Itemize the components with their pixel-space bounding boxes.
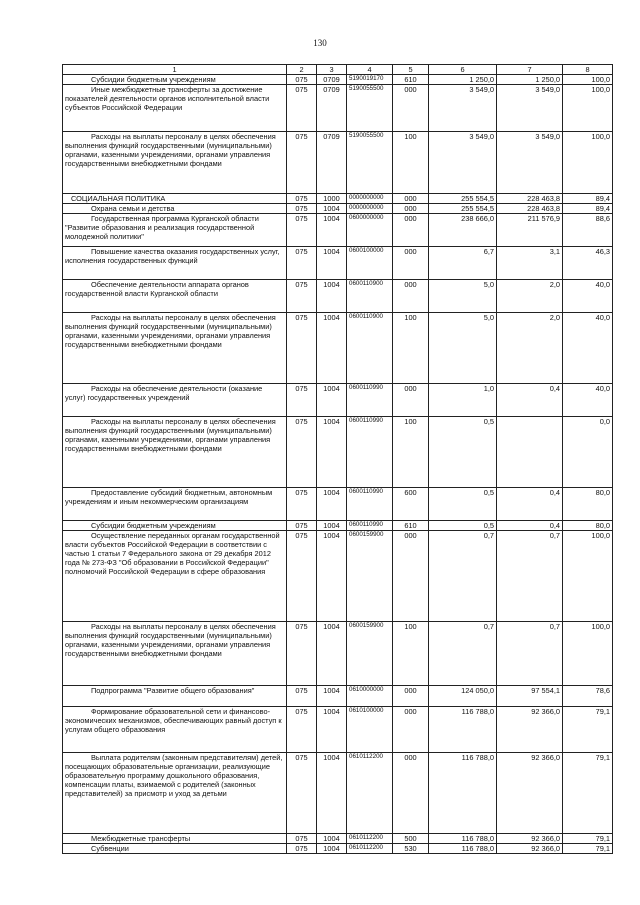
expense-type: 000 (393, 531, 429, 622)
planned-amount: 5,0 (429, 313, 497, 384)
planned-amount: 0,5 (429, 488, 497, 521)
target-code: 0600110990 (347, 417, 393, 488)
col-header-2: 2 (287, 65, 317, 75)
table-row (63, 384, 613, 417)
section-code: 1004 (317, 280, 347, 313)
planned-amount: 255 554,5 (429, 194, 497, 204)
section-code: 1004 (317, 417, 347, 488)
row-name: СОЦИАЛЬНАЯ ПОЛИТИКА (63, 194, 287, 204)
execution-percent: 89,4 (563, 204, 613, 214)
execution-percent: 78,6 (563, 686, 613, 707)
col-header-5: 5 (393, 65, 429, 75)
target-code: 0600110990 (347, 488, 393, 521)
actual-amount: 0,7 (497, 531, 563, 622)
section-code: 1004 (317, 521, 347, 531)
planned-amount: 0,5 (429, 521, 497, 531)
target-code: 0600159900 (347, 531, 393, 622)
admin-code: 075 (287, 132, 317, 194)
admin-code: 075 (287, 194, 317, 204)
admin-code: 075 (287, 622, 317, 686)
expense-type: 000 (393, 247, 429, 280)
section-code: 1004 (317, 313, 347, 384)
section-code: 0709 (317, 75, 347, 85)
planned-amount: 124 050,0 (429, 686, 497, 707)
row-name: Повышение качества оказания государственных услуг, исполнения государственных функций (63, 247, 287, 280)
expense-type: 100 (393, 132, 429, 194)
planned-amount: 116 788,0 (429, 753, 497, 834)
admin-code: 075 (287, 521, 317, 531)
target-code: 5190055500 (347, 85, 393, 132)
expense-type: 100 (393, 622, 429, 686)
admin-code: 075 (287, 85, 317, 132)
page-number: 130 (313, 38, 327, 48)
admin-code: 075 (287, 280, 317, 313)
section-code: 1004 (317, 686, 347, 707)
section-code: 1004 (317, 214, 347, 247)
admin-code: 075 (287, 753, 317, 834)
actual-amount: 211 576,9 (497, 214, 563, 247)
row-name: Субсидии бюджетным учреждениям (63, 521, 287, 531)
expense-type: 000 (393, 707, 429, 753)
actual-amount: 3 549,0 (497, 85, 563, 132)
table-row (63, 488, 613, 521)
actual-amount: 0,4 (497, 488, 563, 521)
admin-code: 075 (287, 214, 317, 247)
table-body (63, 75, 613, 854)
execution-percent: 40,0 (563, 313, 613, 384)
row-name: Субвенции (63, 844, 287, 854)
execution-percent: 0,0 (563, 417, 613, 488)
admin-code: 075 (287, 75, 317, 85)
row-name: Расходы на выплаты персоналу в целях обеспечения выполнения функций государственными (муниципальными) органами, казенными учреждениями, органами управления государственными внебюджетными фондами (63, 313, 287, 384)
expense-type: 000 (393, 753, 429, 834)
admin-code: 075 (287, 531, 317, 622)
target-code: 0000000000 (347, 204, 393, 214)
col-header-7: 7 (497, 65, 563, 75)
section-code: 1004 (317, 204, 347, 214)
admin-code: 075 (287, 247, 317, 280)
target-code: 0610112200 (347, 844, 393, 854)
planned-amount: 3 549,0 (429, 132, 497, 194)
planned-amount: 0,5 (429, 417, 497, 488)
execution-percent: 79,1 (563, 753, 613, 834)
expense-type: 000 (393, 686, 429, 707)
actual-amount: 0,7 (497, 622, 563, 686)
row-name: Обеспечение деятельности аппарата органов государственной власти Курганской области (63, 280, 287, 313)
row-name: Выплата родителям (законным представителям) детей, посещающих образовательные организации, реализующие образовательную программу дошкольного образования, компенсации платы, взимаемой с родителей (законных представителей) за присмотр и уход за детьми (63, 753, 287, 834)
section-code: 1004 (317, 384, 347, 417)
actual-amount: 2,0 (497, 280, 563, 313)
section-code: 1004 (317, 844, 347, 854)
planned-amount: 1 250,0 (429, 75, 497, 85)
target-code: 0610100000 (347, 707, 393, 753)
target-code: 0600110900 (347, 280, 393, 313)
actual-amount: 3,1 (497, 247, 563, 280)
expense-type: 000 (393, 204, 429, 214)
budget-table (62, 64, 613, 854)
planned-amount: 116 788,0 (429, 707, 497, 753)
section-code: 0709 (317, 132, 347, 194)
table-row (63, 753, 613, 834)
target-code: 0610112200 (347, 834, 393, 844)
section-code: 1004 (317, 488, 347, 521)
row-name: Субсидии бюджетным учреждениям (63, 75, 287, 85)
expense-type: 000 (393, 384, 429, 417)
planned-amount: 255 554,5 (429, 204, 497, 214)
row-name: Расходы на обеспечение деятельности (оказание услуг) государственных учреждений (63, 384, 287, 417)
execution-percent: 89,4 (563, 194, 613, 204)
expense-type: 000 (393, 194, 429, 204)
target-code: 0600110900 (347, 313, 393, 384)
admin-code: 075 (287, 204, 317, 214)
admin-code: 075 (287, 417, 317, 488)
table-row (63, 194, 613, 204)
execution-percent: 100,0 (563, 132, 613, 194)
target-code: 0600100000 (347, 247, 393, 280)
expense-type: 100 (393, 313, 429, 384)
execution-percent: 88,6 (563, 214, 613, 247)
execution-percent: 40,0 (563, 384, 613, 417)
admin-code: 075 (287, 686, 317, 707)
planned-amount: 238 666,0 (429, 214, 497, 247)
execution-percent: 79,1 (563, 834, 613, 844)
table-row (63, 313, 613, 384)
actual-amount: 92 366,0 (497, 707, 563, 753)
expense-type: 530 (393, 844, 429, 854)
table-row (63, 707, 613, 753)
actual-amount: 92 366,0 (497, 834, 563, 844)
expense-type: 500 (393, 834, 429, 844)
row-name: Формирование образовательной сети и финансово-экономических механизмов, обеспечивающих равный доступ к услугам общего образования (63, 707, 287, 753)
expense-type: 600 (393, 488, 429, 521)
planned-amount: 6,7 (429, 247, 497, 280)
actual-amount: 228 463,8 (497, 204, 563, 214)
actual-amount: 97 554,1 (497, 686, 563, 707)
section-code: 1004 (317, 531, 347, 622)
planned-amount: 0,7 (429, 531, 497, 622)
execution-percent: 100,0 (563, 75, 613, 85)
actual-amount: 228 463,8 (497, 194, 563, 204)
expense-type: 610 (393, 75, 429, 85)
execution-percent: 79,1 (563, 844, 613, 854)
table-row (63, 417, 613, 488)
section-code: 1004 (317, 247, 347, 280)
expense-type: 000 (393, 280, 429, 313)
table-row (63, 247, 613, 280)
execution-percent: 100,0 (563, 85, 613, 132)
expense-type: 000 (393, 214, 429, 247)
row-name: Межбюджетные трансферты (63, 834, 287, 844)
row-name: Предоставление субсидий бюджетным, автономным учреждениям и иным некоммерческим организациям (63, 488, 287, 521)
target-code: 5190019170 (347, 75, 393, 85)
actual-amount: 0,4 (497, 521, 563, 531)
target-code: 0610000000 (347, 686, 393, 707)
actual-amount: 92 366,0 (497, 844, 563, 854)
target-code: 0600110990 (347, 521, 393, 531)
section-code: 1004 (317, 707, 347, 753)
planned-amount: 0,7 (429, 622, 497, 686)
actual-amount: 1 250,0 (497, 75, 563, 85)
col-header-4: 4 (347, 65, 393, 75)
row-name: Расходы на выплаты персоналу в целях обеспечения выполнения функций государственными (муниципальными) органами, казенными учреждениями, органами управления государственными внебюджетными фондами (63, 622, 287, 686)
section-code: 1004 (317, 834, 347, 844)
table-row (63, 280, 613, 313)
admin-code: 075 (287, 384, 317, 417)
actual-amount: 92 366,0 (497, 753, 563, 834)
admin-code: 075 (287, 844, 317, 854)
target-code: 0610112200 (347, 753, 393, 834)
planned-amount: 1,0 (429, 384, 497, 417)
expense-type: 610 (393, 521, 429, 531)
section-code: 1004 (317, 622, 347, 686)
execution-percent: 40,0 (563, 280, 613, 313)
table-row (63, 622, 613, 686)
admin-code: 075 (287, 488, 317, 521)
target-code: 0600110990 (347, 384, 393, 417)
row-name: Осуществление переданных органам государственной власти субъектов Российской Федерации в соответствии с частью 1 статьи 7 Федерального закона от 29 декабря 2012 года № 273-ФЗ "Об образовании в Российской Федерации" полномочий Российской Федерации в сфере образования (63, 531, 287, 622)
col-header-1: 1 (63, 65, 287, 75)
row-name: Иные межбюджетные трансферты за достижение показателей деятельности органов исполнительной власти субъектов Российской Федерации (63, 85, 287, 132)
table-row (63, 686, 613, 707)
execution-percent: 80,0 (563, 521, 613, 531)
table-row (63, 214, 613, 247)
table-row (63, 75, 613, 85)
section-code: 1004 (317, 753, 347, 834)
planned-amount: 3 549,0 (429, 85, 497, 132)
execution-percent: 80,0 (563, 488, 613, 521)
admin-code: 075 (287, 313, 317, 384)
table-row (63, 844, 613, 854)
expense-type: 100 (393, 417, 429, 488)
execution-percent: 79,1 (563, 707, 613, 753)
actual-amount: 3 549,0 (497, 132, 563, 194)
header-row (63, 65, 613, 75)
section-code: 1000 (317, 194, 347, 204)
table-row (63, 521, 613, 531)
target-code: 0600159900 (347, 622, 393, 686)
execution-percent: 100,0 (563, 622, 613, 686)
expense-type: 000 (393, 85, 429, 132)
table-row (63, 132, 613, 194)
admin-code: 075 (287, 834, 317, 844)
execution-percent: 100,0 (563, 531, 613, 622)
planned-amount: 5,0 (429, 280, 497, 313)
section-code: 0709 (317, 85, 347, 132)
target-code: 0600000000 (347, 214, 393, 247)
execution-percent: 46,3 (563, 247, 613, 280)
row-name: Охрана семьи и детства (63, 204, 287, 214)
planned-amount: 116 788,0 (429, 834, 497, 844)
col-header-8: 8 (563, 65, 613, 75)
row-name: Расходы на выплаты персоналу в целях обеспечения выполнения функций государственными (муниципальными) органами, казенными учреждениями, органами управления государственными внебюджетными фондами (63, 132, 287, 194)
table-row (63, 834, 613, 844)
table-row (63, 85, 613, 132)
target-code: 0000000000 (347, 194, 393, 204)
actual-amount: 2,0 (497, 313, 563, 384)
col-header-6: 6 (429, 65, 497, 75)
row-name: Подпрограмма "Развитие общего образования" (63, 686, 287, 707)
table-row (63, 204, 613, 214)
actual-amount (497, 417, 563, 488)
row-name: Расходы на выплаты персоналу в целях обеспечения выполнения функций государственными (муниципальными) органами, казенными учреждениями, органами управления государственными внебюджетными фондами (63, 417, 287, 488)
target-code: 5190055500 (347, 132, 393, 194)
table-row (63, 531, 613, 622)
row-name: Государственная программа Курганской области "Развитие образования и реализация государственной молодежной политики" (63, 214, 287, 247)
col-header-3: 3 (317, 65, 347, 75)
planned-amount: 116 788,0 (429, 844, 497, 854)
admin-code: 075 (287, 707, 317, 753)
actual-amount: 0,4 (497, 384, 563, 417)
